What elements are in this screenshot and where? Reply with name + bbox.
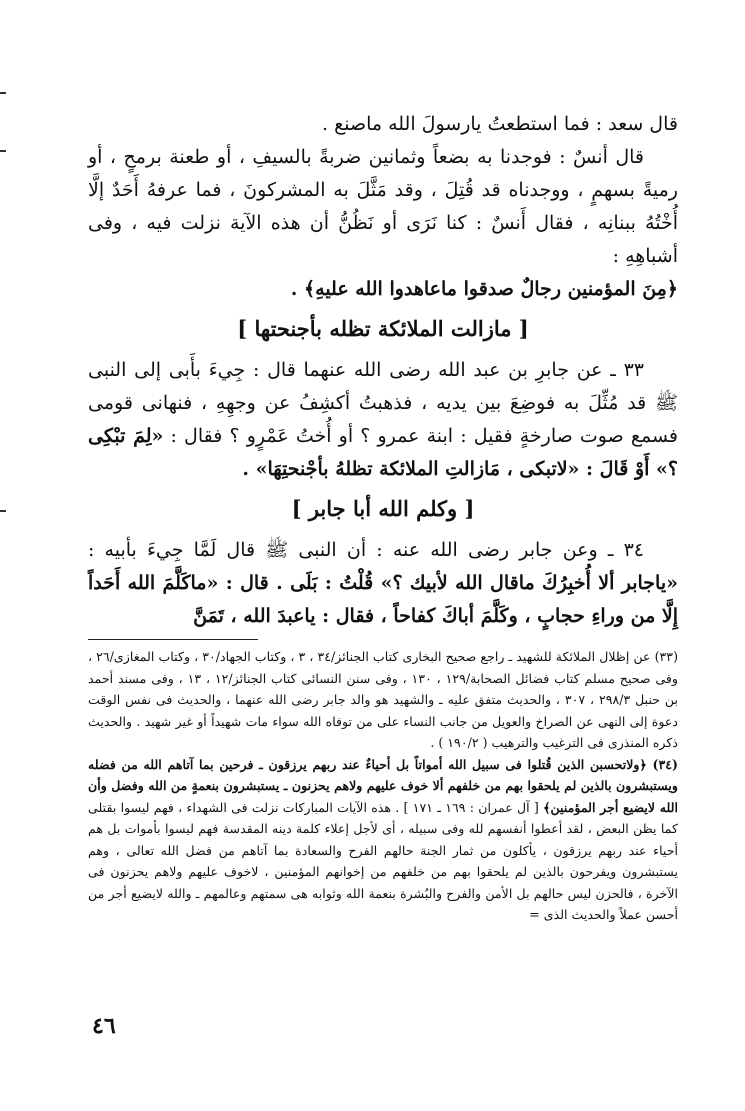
page-number: ٤٦ bbox=[92, 1013, 116, 1039]
footnote-34-verse: (٣٤) ﴿ولاتحسبن الذين قُتلوا فى سبيل الله أمواتاً بل أحياءٌ عند ربهم يرزقون ـ فرحين بما آتاهم الله من فضله ويستبشرون بالذين لم يلحقوا بهم من خلفهم ألا خوف عليهم ولاهم يحزنون ـ يستبشرون بنعمةٍ من الله وفضل وأن الله لايضيع أجر المؤمنين﴾ bbox=[88, 756, 678, 815]
footnote-34-text: [ آل عمران : ١٦٩ ـ ١٧١ ] . هذه الآيات المباركات نزلت فى الشهداء ، فهم ليسوا بقتلى كما يظن البعض ، لقد أعطوا أنفسهم لله وفى سبيله ، أى لأجل إعلاء كلمة دينه المقدسة فهم ليسوا بأموات بل هم أحياء عند ربهم يرزقون ، يأكلون من ثمار الجنة حالهم الفرح والسعادة بما آتاهم من فضل الله تعالى ، وهم يستبشرون ويفرحون بالذين لم يلحقوا بهم من خلفهم من إخوانهم المؤمنين ، لاخوف عليهم ولاهم يحزنون فى الآخرة ، فالحزن ليس حالهم بل الأمن والفرح والبُشرة بنعمة الله وثوابه هى سمتهم وعالمهم ـ والله لايضيع أجر من أحسن عملاً والحديث الذى = bbox=[88, 799, 678, 922]
footnote-divider bbox=[88, 639, 258, 640]
paragraph-saad: قال سعد : فما استطعتُ يارسولَ الله ماصنع . bbox=[322, 113, 678, 135]
page-body bbox=[88, 108, 678, 926]
hadith-34-text: ٣٤ ـ وعن جابر رضى الله عنه : أن النبى ﷺ قال لَمَّا جِيءَ بأبيه : bbox=[88, 539, 644, 561]
hadith-34 bbox=[88, 534, 678, 633]
paragraph-anas: قال أنسٌ : فوجدنا به بضعاً وثمانين ضربةً بالسيفِ ، أو طعنة برمحٍ ، أو رميةً بسهمٍ ، ووجدناه قد قُتِلَ ، وقد مَثَّلَ به المشركونَ ، فما عرفهُ أَحَدٌ إلَّا أُخْتُهُ ببنانِه ، فقال أَنسٌ : كنا نَرَى أو نَظُنُّ أن هذه الآية نزلت فيه ، وفى أشباهِهِ : bbox=[88, 146, 678, 267]
hadith-33 bbox=[88, 354, 678, 486]
footnote-33: (٣٣) عن إظلال الملائكة للشهيد ـ راجع صحيح البخارى كتاب الجنائز/٣٤ ، ٣ ، وكتاب الجهاد/٣٠ ، وكتاب المغازى/٢٦ ، وفى صحيح مسلم كتاب فضائل الصحابة/١٢٩ ، ١٣٠ ، وفى سنن النسائى كتاب الجنائز/١٢ ، ١٣ ، وفى مسند أحمد بن حنبل ٢٩٨/٣ ، ٣٠٧ ، والحديث متفق عليه ـ والشهيد هو والد جابر رضى الله عنهما ، والحديث فى نفس الوقت دعوة إلى النهى عن الصراخ والعويل من جانب النساء على من توفاه الله سواء مات شهيداً أو غير شهيد . والحديث ذكره المنذرى فى الترغيب والترهيب ( ١٩٠/٢ ) . bbox=[88, 649, 679, 750]
quran-verse: ﴿مِنَ المؤمنين رجالٌ صدقوا ماعاهدوا الله عليهِ﴾ . bbox=[290, 278, 678, 300]
footnote-34 bbox=[88, 754, 678, 926]
footnotes bbox=[88, 646, 678, 926]
section-heading-angels: [ مازالت الملائكة تظله بأجنحتها ] bbox=[237, 316, 529, 341]
margin-mark bbox=[0, 92, 6, 94]
margin-mark bbox=[0, 150, 6, 152]
margin-mark bbox=[0, 510, 6, 512]
hadith-33-text: ٣٣ ـ عن جابرِ بن عبد الله رضى الله عنهما قال : جِيءَ بأَبى إلى النبى ﷺ قد مُثِّلَ به فوضِعَ بين يديه ، فذهبتُ أكشِفُ عن وجهِهِ ، فنهانى قومى فسمع صوت صارخةٍ فقيل : ابنة عمرو ؟ أو أُختُ عَمْرٍو ؟ فقال : bbox=[88, 359, 678, 447]
hadith-33-quote: «لِمَ تبْكِى ؟» أَوْ قَالَ : «لاتبكى ، مَازالتِ الملائكة تظلهُ بأجْنحتِهَا» . bbox=[88, 425, 678, 480]
hadith-34-quote: «ياجابر ألا أُخبِرُكَ ماقال الله لأبيك ؟» قُلْتُ : بَلَى . قال : «ماكَلَّمَ الله أَحَداً إِلَّا من وراءِ حجابٍ ، وكَلَّمَ أباكَ كفاحاً ، فقال : ياعبدَ الله ، تَمَنَّ bbox=[88, 572, 678, 627]
section-heading-allah-spoke: [ وكلم الله أبا جابر ] bbox=[291, 496, 475, 521]
